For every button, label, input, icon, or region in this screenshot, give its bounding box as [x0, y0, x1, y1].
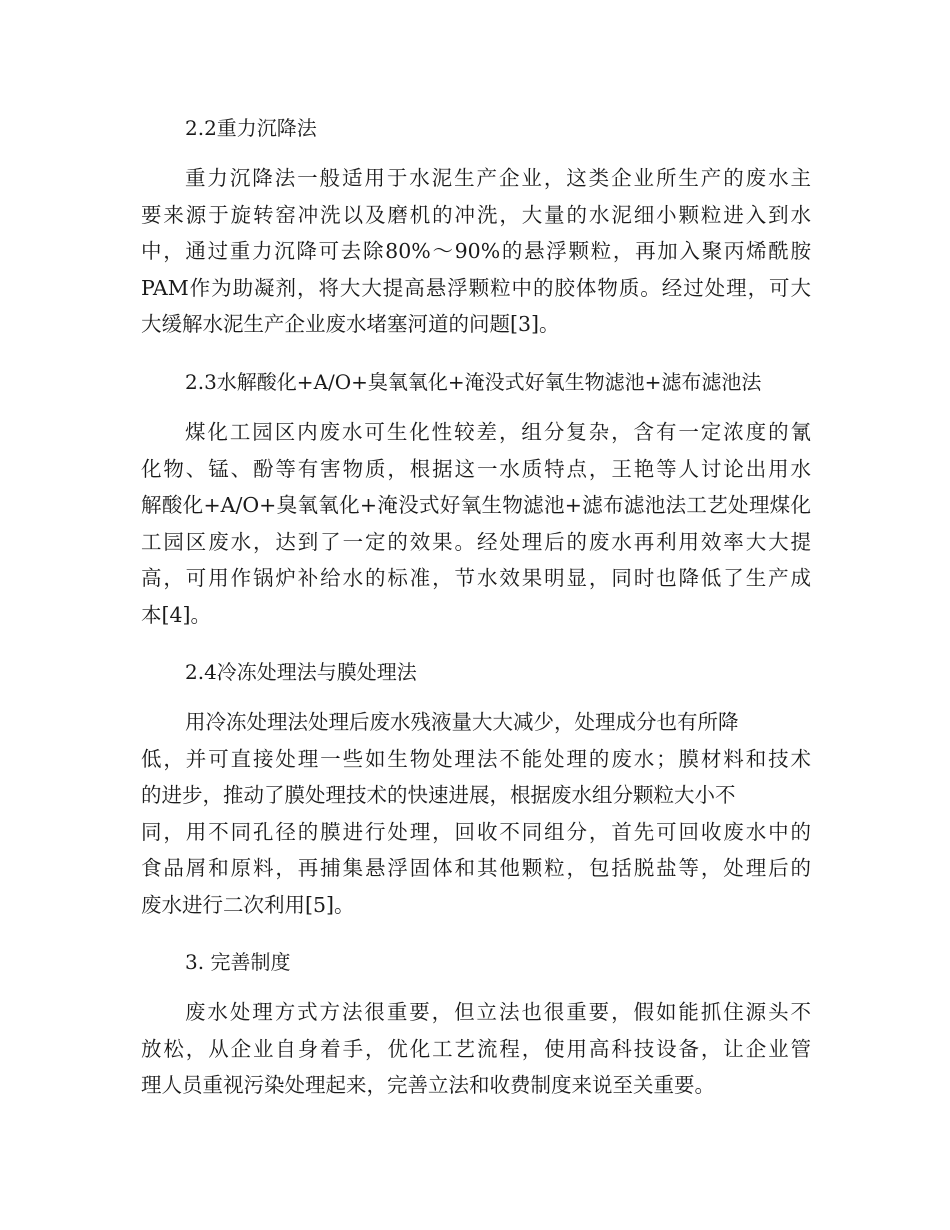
paragraph-line: 中，通过重力沉降可去除80%～90%的悬浮颗粒，再加入聚丙烯酰胺	[141, 239, 811, 263]
paragraph-line: 用冷冻处理法处理后废水残液量大大减少，处理成分也有所降	[185, 710, 739, 734]
paragraph-line: 废水处理方式方法很重要，但立法也很重要，假如能抓住源头不	[185, 1000, 811, 1024]
paragraph-line: PAM作为助凝剂，将大大提高悬浮颗粒中的胶体物质。经过处理，可大	[141, 275, 811, 300]
paragraph-line: 重力沉降法一般适用于水泥生产企业，这类企业所生产的废水主	[185, 166, 811, 190]
section-heading-2-4: 2.4冷冻处理法与膜处理法	[185, 660, 417, 684]
paragraph-line: 工园区废水，达到了一定的效果。经处理后的废水再利用效率大大提	[141, 529, 811, 554]
paragraph-line: 废水进行二次利用[5]。	[141, 892, 355, 917]
paragraph-line: 的进步，推动了膜处理技术的快速进展，根据废水组分颗粒大小不	[141, 783, 736, 807]
paragraph-line: 理人员重视污染处理起来，完善立法和收费制度来说至关重要。	[141, 1073, 715, 1097]
paragraph-gravity-settling	[141, 160, 811, 343]
section-heading-2-3: 2.3水解酸化+A/O+臭氧氧化+淹没式好氧生物滤池+滤布滤池法	[185, 370, 762, 394]
paragraph-line: 大缓解水泥生产企业废水堵塞河道的问题[3]。	[141, 312, 560, 336]
paragraph-line: 化物、锰、酚等有害物质，根据这一水质特点，王艳等人讨论出用水	[141, 456, 811, 481]
paragraph-line: 同，用不同孔径的膜进行处理，回收不同组分，首先可回收废水中的	[141, 819, 811, 844]
paragraph-line: 要来源于旋转窑冲洗以及磨机的冲洗，大量的水泥细小颗粒进入到水	[141, 202, 811, 227]
paragraph-line: 食品屑和原料，再捕集悬浮固体和其他颗粒，包括脱盐等，处理后的	[141, 856, 811, 880]
paragraph-line: 本[4]。	[141, 602, 212, 627]
paragraph-line: 放松，从企业自身着手，优化工艺流程，使用高科技设备，让企业管	[141, 1036, 811, 1061]
paragraph-line: 煤化工园区内废水可生化性较差，组分复杂，含有一定浓度的氰	[185, 420, 811, 444]
paragraph-line: 高，可用作锅炉补给水的标准，节水效果明显，同时也降低了生产成	[141, 566, 811, 590]
paragraph-freezing-membrane	[141, 704, 811, 923]
section-heading-2-2: 2.2重力沉降法	[185, 116, 317, 140]
section-heading-3: 3. 完善制度	[185, 950, 291, 974]
paragraph-improve-system	[141, 994, 811, 1104]
paragraph-line: 低，并可直接处理一些如生物处理法不能处理的废水；膜材料和技术	[141, 746, 811, 771]
paragraph-hydrolysis-process	[141, 414, 811, 633]
paragraph-line: 解酸化+A/O+臭氧氧化+淹没式好氧生物滤池+滤布滤池法工艺处理煤化	[141, 493, 811, 517]
